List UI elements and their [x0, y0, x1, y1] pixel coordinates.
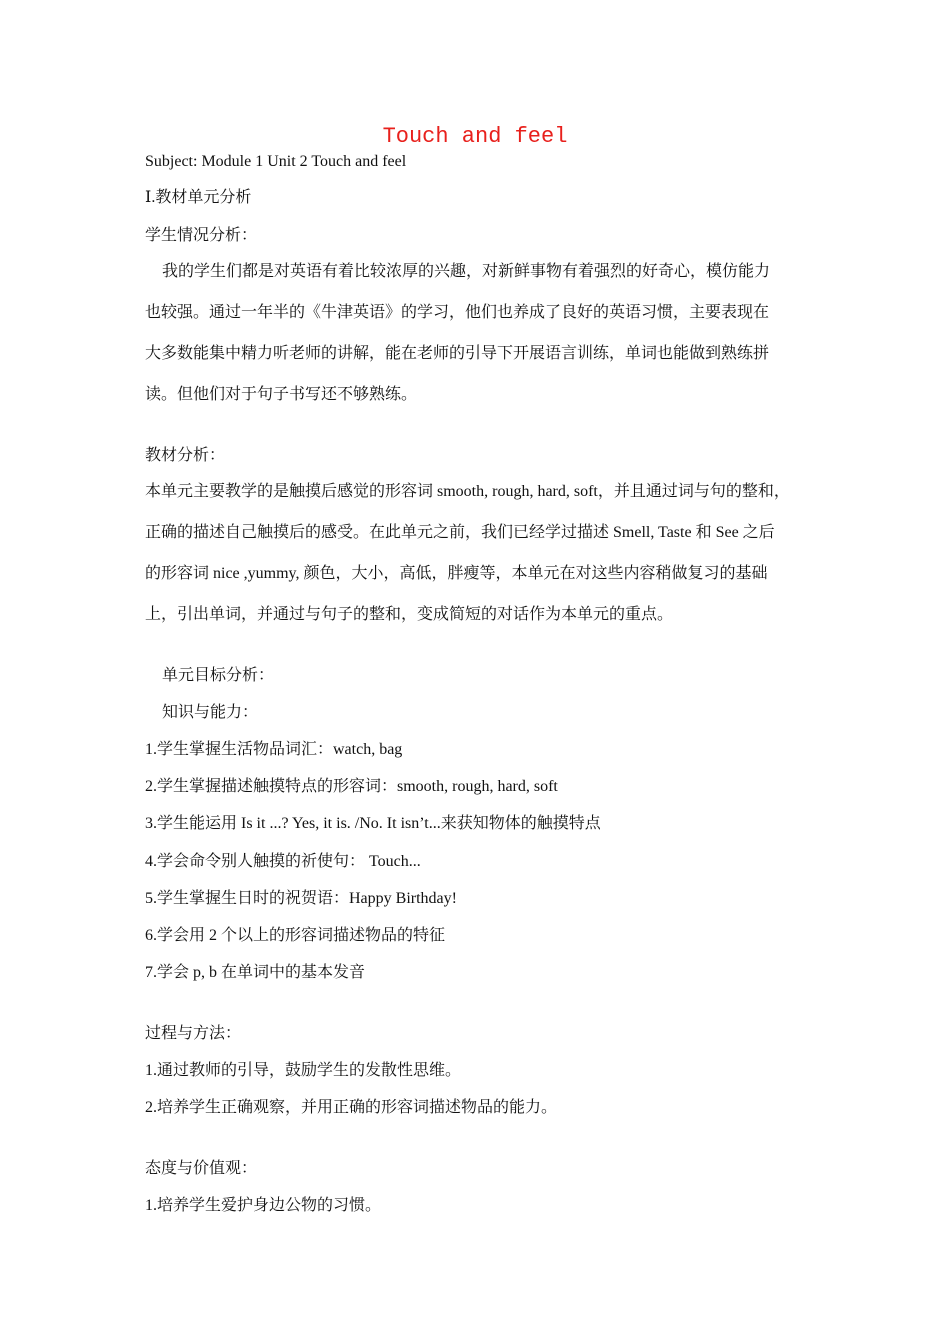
unit-goals-heading: 单元目标分析：	[162, 667, 275, 684]
subject-line: Subject: Module 1 Unit 2 Touch and feel	[145, 153, 407, 170]
material-analysis-line: 的形容词 nice ,yummy, 颜色，大小，高低，胖瘦等，本单元在对这些内容稍做复习的基础	[145, 565, 768, 582]
attitude-heading: 态度与价值观：	[145, 1160, 258, 1177]
knowledge-heading: 知识与能力：	[162, 704, 259, 721]
knowledge-item: 2.学生掌握描述触摸特点的形容词：smooth, rough, hard, soft	[145, 778, 558, 795]
student-analysis-heading: 学生情况分析：	[145, 227, 258, 244]
knowledge-item: 7.学会 p, b 在单词中的基本发音	[145, 964, 366, 981]
knowledge-item: 4.学会命令别人触摸的祈使句： Touch...	[145, 853, 421, 870]
attitude-item: 1.培养学生爱护身边公物的习惯。	[145, 1197, 382, 1214]
material-analysis-line: 正确的描述自己触摸后的感受。在此单元之前，我们已经学过描述 Smell, Taste 和 See 之后	[145, 524, 775, 541]
section-heading: Ⅰ.教材单元分析	[145, 189, 252, 206]
knowledge-item: 6.学会用 2 个以上的形容词描述物品的特征	[145, 927, 446, 944]
process-heading: 过程与方法：	[145, 1025, 242, 1042]
material-analysis-line: 本单元主要教学的是触摸后感觉的形容词 smooth, rough, hard, soft，并且通过词与句的整和，	[145, 483, 790, 500]
material-analysis-heading: 教材分析：	[145, 447, 226, 464]
knowledge-item: 5.学生掌握生日时的祝贺语：Happy Birthday!	[145, 890, 457, 907]
document-title: Touch and feel	[382, 124, 568, 149]
material-analysis-line: 上，引出单词，并通过与句子的整和，变成简短的对话作为本单元的重点。	[145, 606, 674, 623]
knowledge-item: 1.学生掌握生活物品词汇：watch, bag	[145, 741, 403, 758]
knowledge-item: 3.学生能运用 Is it ...? Yes, it is. /No. It isn’t...来获知物体的触摸特点	[145, 815, 601, 832]
student-analysis-line: 读。但他们对于句子书写还不够熟练。	[145, 386, 418, 403]
student-analysis-line: 我的学生们都是对英语有着比较浓厚的兴趣，对新鲜事物有着强烈的好奇心，模仿能力	[162, 263, 771, 280]
process-item: 2.培养学生正确观察，并用正确的形容词描述物品的能力。	[145, 1099, 558, 1116]
student-analysis-line: 也较强。通过一年半的《牛津英语》的学习，他们也养成了良好的英语习惯，主要表现在	[145, 304, 770, 321]
process-item: 1.通过教师的引导，鼓励学生的发散性思维。	[145, 1062, 462, 1079]
student-analysis-line: 大多数能集中精力听老师的讲解，能在老师的引导下开展语言训练，单词也能做到熟练拼	[145, 345, 770, 362]
